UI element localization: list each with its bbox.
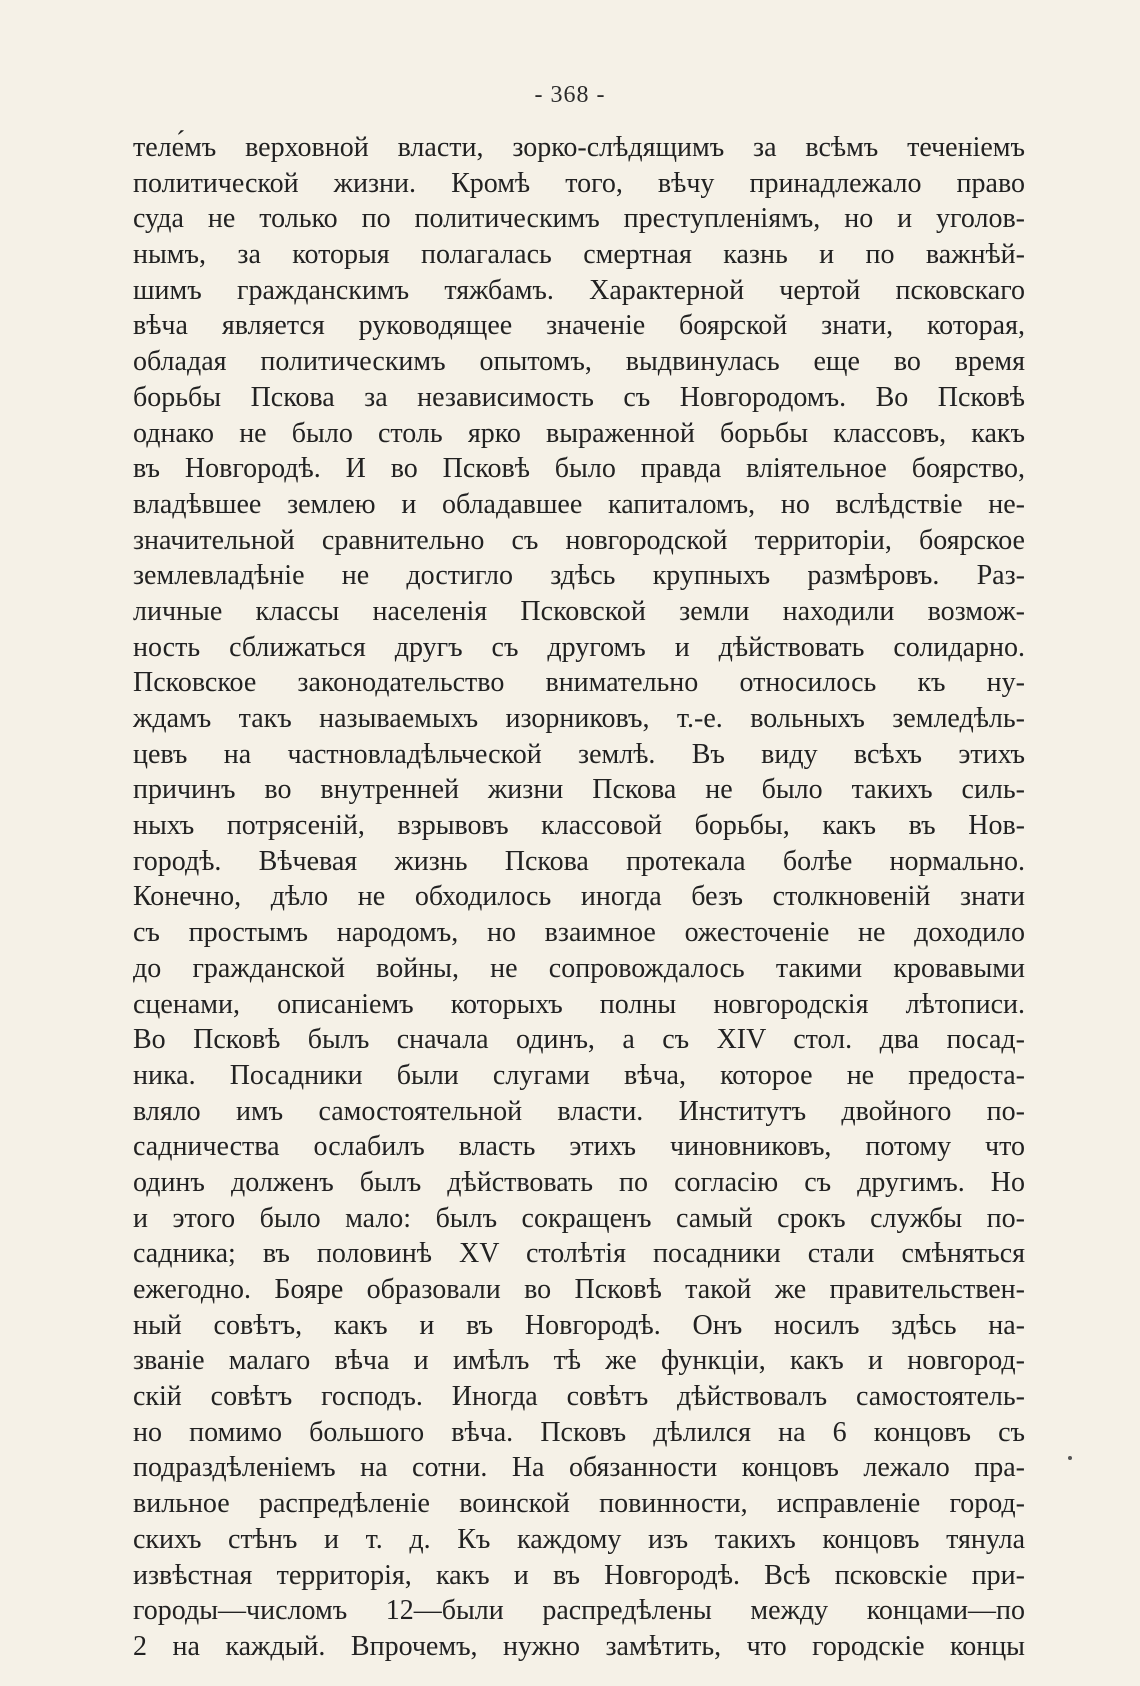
text-line: ждамъ такъ называемыхъ изорниковъ, т.-е. вольныхъ земледѣль- — [133, 703, 1025, 734]
body-text — [133, 130, 1025, 1665]
text-line: 2 на каждый. Впрочемъ, нужно замѣтить, что городскіе концы — [133, 1630, 1025, 1662]
text-line: обладая политическимъ опытомъ, выдвинулась еще во время — [133, 346, 1025, 378]
text-line: подраздѣленіемъ на сотни. На обязанности концовъ лежало пра- — [133, 1452, 1025, 1484]
text-line: землевладѣніе не достигло здѣсь крупныхъ размѣровъ. Раз- — [133, 560, 1025, 592]
text-line: городы—числомъ 12—были распредѣлены между концами—по — [133, 1595, 1025, 1627]
text-line: ныхъ потрясеній, взрывовъ классовой борьбы, какъ въ Нов- — [133, 810, 1025, 842]
text-line: теле́мъ верховной власти, зорко-слѣдящимъ за всѣмъ теченіемъ — [133, 132, 1025, 163]
text-line: до гражданской войны, не сопровождалось такими кровавыми — [133, 952, 1025, 984]
text-line: скій совѣтъ господъ. Иногда совѣтъ дѣйствовалъ самостоятель- — [133, 1381, 1025, 1413]
text-line: городѣ. Вѣчевая жизнь Пскова протекала болѣе нормально. — [133, 845, 1025, 877]
text-line: личные классы населенія Псковской земли находили возмож- — [133, 595, 1025, 627]
text-line: вляло имъ самостоятельной власти. Институтъ двойного по- — [133, 1095, 1025, 1127]
text-line: съ простымъ народомъ, но взаимное ожесточеніе не доходило — [133, 917, 1025, 949]
text-line: Во Псковѣ былъ сначала одинъ, а съ XIV стол. два посад- — [133, 1024, 1025, 1056]
text-line: одинъ долженъ былъ дѣйствовать по согласію съ другимъ. Но — [133, 1166, 1025, 1198]
text-line: ный совѣтъ, какъ и въ Новгородѣ. Онъ носилъ здѣсь на- — [133, 1309, 1025, 1341]
text-line: садничества ослабилъ власть этихъ чиновниковъ, потому что — [133, 1131, 1025, 1163]
text-line: скихъ стѣнъ и т. д. Къ каждому изъ такихъ концовъ тянула — [133, 1523, 1025, 1555]
text-line: но помимо большого вѣча. Псковъ дѣлился на 6 концовъ съ — [133, 1416, 1025, 1448]
text-line: причинъ во внутренней жизни Пскова не было такихъ силь- — [133, 774, 1025, 806]
page-number: - 368 - — [534, 82, 606, 108]
text-line: званіе малаго вѣча и имѣлъ тѣ же функціи, какъ и новгород- — [133, 1345, 1025, 1377]
text-line: ность сближаться другъ съ другомъ и дѣйствовать солидарно. — [133, 631, 1025, 663]
text-line: сценами, описаніемъ которыхъ полны новгородскія лѣтописи. — [133, 988, 1025, 1020]
text-line: однако не было столь ярко выраженной борьбы классовъ, какъ — [133, 417, 1025, 449]
text-line: суда не только по политическимъ преступленіямъ, но и уголов- — [133, 203, 1025, 235]
text-line: значительной сравнительно съ новгородской территоріи, боярское — [133, 524, 1025, 556]
text-line: борьбы Пскова за независимость съ Новгородомъ. Во Псковѣ — [133, 381, 1025, 413]
text-line: въ Новгородѣ. И во Псковѣ было правда вліятельное боярство, — [133, 453, 1025, 485]
text-line: и этого было мало: былъ сокращенъ самый срокъ службы по- — [133, 1202, 1025, 1234]
margin-speck — [1068, 1456, 1072, 1460]
text-line: нымъ, за которыя полагалась смертная казнь и по важнѣй- — [133, 239, 1025, 271]
text-line: Псковское законодательство внимательно относилось къ ну- — [133, 667, 1025, 699]
text-line: владѣвшее землею и обладавшее капиталомъ, но вслѣдствіе не- — [133, 488, 1025, 520]
text-line: садника; въ половинѣ XV столѣтія посадники стали смѣняться — [133, 1238, 1025, 1270]
text-line: ника. Посадники были слугами вѣча, которое не предоста- — [133, 1059, 1025, 1091]
text-line: политической жизни. Кромѣ того, вѣчу принадлежало право — [133, 167, 1025, 199]
text-line: ежегодно. Бояре образовали во Псковѣ такой же правительствен- — [133, 1274, 1025, 1305]
text-line: цевъ на частновладѣльческой землѣ. Въ виду всѣхъ этихъ — [133, 738, 1025, 770]
text-line: шимъ гражданскимъ тяжбамъ. Характерной чертой псковскаго — [133, 274, 1025, 306]
text-line: Конечно, дѣло не обходилось иногда безъ столкновеній знати — [133, 881, 1025, 913]
text-line: вильное распредѣленіе воинской повинности, исправленіе город- — [133, 1488, 1025, 1520]
text-line: извѣстная территорія, какъ и въ Новгородѣ. Всѣ псковскіе при- — [133, 1559, 1025, 1591]
text-line: вѣча является руководящее значеніе боярской знати, которая, — [133, 310, 1025, 342]
